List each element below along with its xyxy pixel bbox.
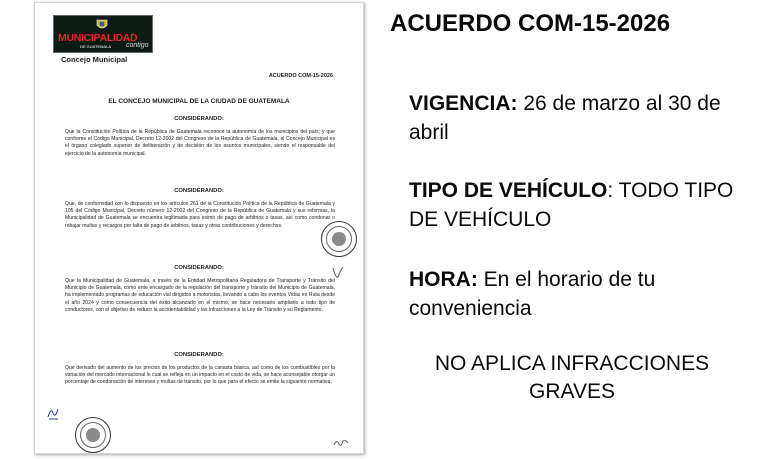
vigencia-value: 26 de marzo al 30 de abril [409, 92, 721, 144]
notice-text: NO APLICA INFRACCIONES GRAVES [434, 352, 710, 403]
considerando-heading-4: CONSIDERANDO: [174, 352, 224, 358]
document-main-title: EL CONCEJO MUNICIPAL DE LA CIUDAD DE GUATEMALA [108, 98, 290, 105]
considerando-paragraph-4: Que derivado del aumento de los precios de los productos de la canasta básica, así como de los combustibles por la variación del mercado internacional lo cual se refleja en un impacto en el costo de vida, se hace aconsejable otorgar un porcentaje de condonación de intereses y multas de tránsito, por lo que para el efecto se emite la siguiente normativa. [65, 365, 335, 386]
logo-subtext: DE GUATEMALA [80, 44, 112, 49]
vigencia-field [409, 89, 739, 147]
considerando-paragraph-3: Que la Municipalidad de Guatemala, a través de la Entidad Metropolitana Reguladora de Transporte y Tránsito del Municipio de Guatemala, como ente encargado de la regulación del transporte y tránsito del Municipio de Guatemala, ha implementado programas de educación vial dirigidos a motoristas, llevando a cabo los eventos Vidas en Ruta desde el año 2024 y como consecuencia del éxito alcanzado en el mismo, se hace necesario ampliarlo a todo tipo de conductores, con el objetivo de reducir la accidentabilidad y las infracciones a la Ley de Tránsito y su Reglamento. [65, 278, 335, 313]
vehicle-type-field [409, 176, 739, 234]
document-reference: ACUERDO COM-15-2026 [268, 73, 333, 79]
initials-mark-icon [331, 265, 345, 281]
considerando-paragraph-1: Que la Constitución Política de la República de Guatemala reconoce la autonomía de los municipios del país; y que conforme el Código Municipal, Decreto 12-2002 del Congreso de la República de Guatemala, el Concejo Municipal es el órgano colegiado superior de deliberación y de decisión de los asuntos municipales, siendo el responsable del ejercicio de la autonomía municipal. [65, 129, 335, 157]
initials-bottom-icon [333, 437, 349, 449]
summary-panel [380, 0, 757, 459]
council-label: Concejo Municipal [61, 55, 128, 64]
document-page [34, 2, 364, 454]
hour-field [409, 265, 739, 323]
agreement-title: ACUERDO COM-15-2026 [390, 10, 671, 37]
seal-stamp-bottom-icon [75, 417, 111, 453]
logo-signature: contigo [126, 42, 149, 49]
municipality-logo [53, 15, 153, 53]
signature-mark-icon [45, 405, 61, 421]
vigencia-label: VIGENCIA: [409, 92, 518, 115]
logo-text: MUNICIPALIDAD [58, 32, 138, 44]
considerando-paragraph-2: Que, de conformidad con lo dispuesto en los artículos 261 de la Constitución Política de la República de Guatemala y 105 del Código Municipal, Decreto número 12-2002 del Congreso de la República de Guatemala y sus reformas, la Municipalidad de Guatemala se encuentra legitimada para eximir de pago de arbitrios o tasas, así como condonar o rebajar multas y recargos por falta de pago de arbitrios, tasas y otras contribuciones y derechos. [65, 201, 335, 229]
crest-icon [96, 19, 108, 31]
hour-label: HORA: [409, 268, 478, 291]
considerando-heading-1: CONSIDERANDO: [174, 116, 224, 122]
considerando-heading-2: CONSIDERANDO: [174, 188, 224, 194]
vehicle-type-value: : TODO TIPO DE VEHÍCULO [409, 179, 734, 231]
vehicle-type-label: TIPO DE VEHÍCULO [409, 179, 608, 202]
considerando-heading-3: CONSIDERANDO: [174, 265, 224, 271]
seal-stamp-icon [321, 221, 357, 257]
hour-value: En el horario de tu conveniencia [409, 268, 656, 320]
